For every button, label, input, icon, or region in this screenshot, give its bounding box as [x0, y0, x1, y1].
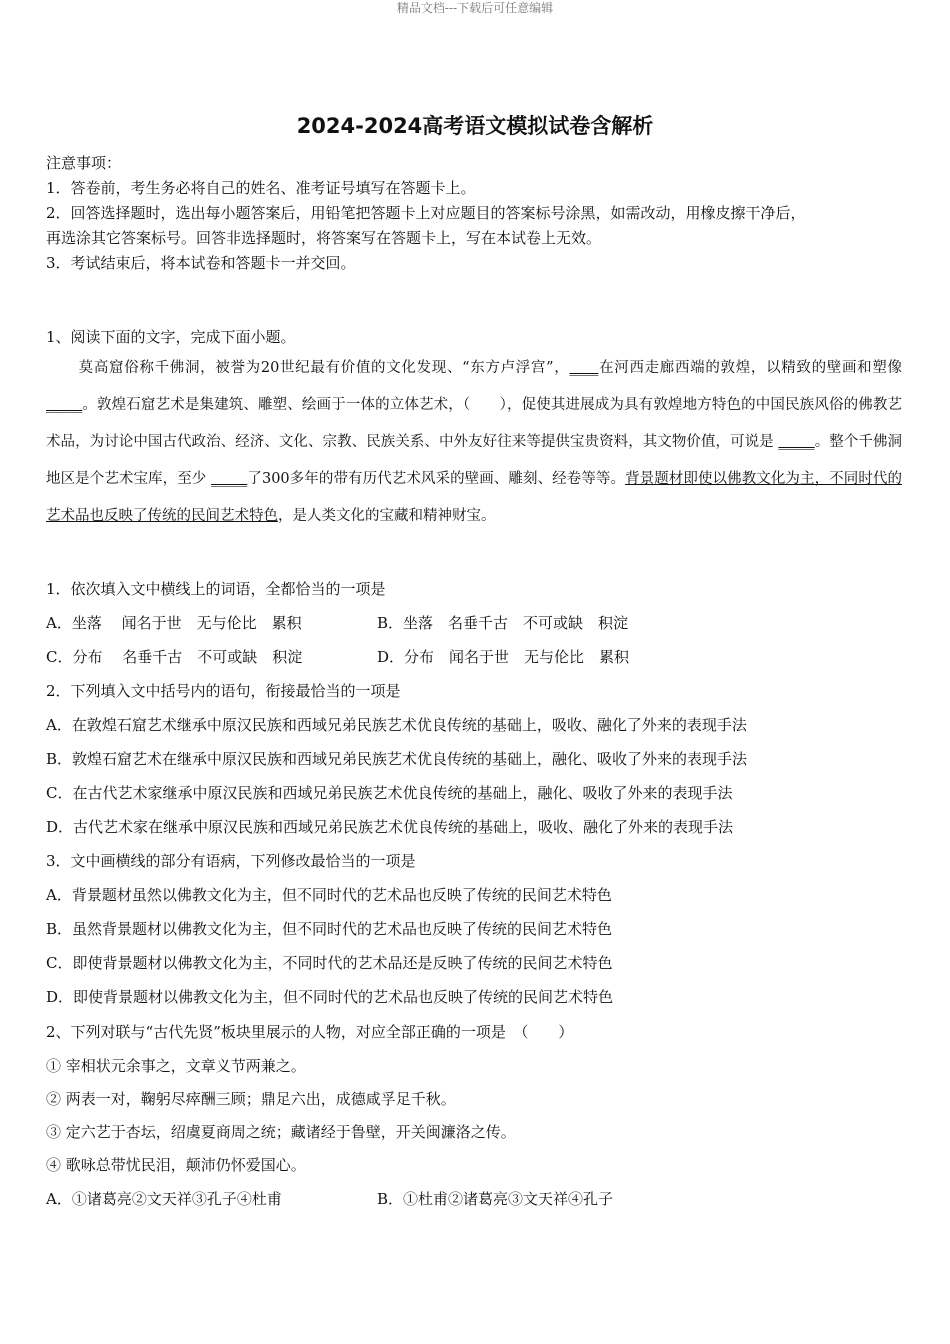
underlined-sentence: 背景题材即使以佛教文化为主，不同时代的艺术品也反映了传统的民间艺术特色 [46, 471, 902, 524]
sub2-option-c[interactable]: C．在古代艺术家继承中原汉民族和西域兄弟民族艺术优良传统的基础上，融化、吸收了外来的表现手法 [46, 784, 733, 802]
sub1-option-d[interactable]: D．分布 闻名于世 无与伦比 累积 [377, 648, 630, 666]
q2-option-b[interactable]: B．①杜甫②诸葛亮③文天祥④孔子 [377, 1190, 614, 1208]
blank-1: ____ [569, 360, 599, 376]
q2-stem: 2、下列对联与“古代先贤”板块里展示的人物，对应全部正确的一项是 （ ） [46, 1023, 574, 1041]
notice-item-1: 1．答卷前，考生务必将自己的姓名、准考证号填写在答题卡上。 [46, 179, 476, 197]
blank-4: _____ [211, 471, 248, 487]
sub2-stem: 2．下列填入文中括号内的语句，衔接最恰当的一项是 [46, 682, 401, 700]
sub1-option-c[interactable]: C．分布 名垂千古 不可或缺 积淀 [46, 648, 303, 666]
q2-options-row [46, 1188, 613, 1210]
notice-item-2-cont: 再选涂其它答案标号。回答非选择题时，将答案写在答题卡上，写在本试卷上无效。 [46, 229, 602, 247]
sub3-stem: 3．文中画横线的部分有语病，下列修改最恰当的一项是 [46, 852, 416, 870]
sub1-options-row-2 [46, 646, 629, 668]
sub1-option-a[interactable]: A．坐落 闻名于世 无与伦比 累积 [46, 614, 302, 632]
notice-item-2: 2．回答选择题时，选出每小题答案后，用铅笔把答题卡上对应题目的答案标号涂黑，如需改动，用橡皮擦干净后， [46, 204, 806, 222]
sub3-option-c[interactable]: C．即使背景题材以佛教文化为主，不同时代的艺术品还是反映了传统的民间艺术特色 [46, 954, 613, 972]
couplet-3: ③ 定六艺于杏坛，绍虞夏商周之统；藏诸经于鲁壁，开关闽濂洛之传。 [46, 1123, 516, 1141]
notice-item-3: 3．考试结束后，将本试卷和答题卡一并交回。 [46, 254, 356, 272]
sub2-option-d[interactable]: D．古代艺术家在继承中原汉民族和西域兄弟民族艺术优良传统的基础上，吸收、融化了外来的表现手法 [46, 818, 734, 836]
passage-text-4: 。整个千佛洞地区是个艺术宝库，至少 [46, 434, 903, 487]
reading-passage [46, 350, 902, 535]
sub3-option-d[interactable]: D．即使背景题材以佛教文化为主，但不同时代的艺术品也反映了传统的民间艺术特色 [46, 988, 614, 1006]
blank-3: _____ [778, 434, 815, 450]
page-title: 2024-2024高考语文模拟试卷含解析 [296, 114, 654, 138]
sub1-option-b[interactable]: B．坐落 名垂千古 不可或缺 积淀 [377, 614, 629, 632]
sub1-stem: 1．依次填入文中横线上的词语，全都恰当的一项是 [46, 580, 386, 598]
passage-text-5: 了300多年的带有历代艺术风采的壁画、雕刻、经卷等等。 [247, 471, 626, 487]
q2-option-a[interactable]: A．①诸葛亮②文天祥③孔子④杜甫 [46, 1190, 282, 1208]
passage-text-1: 莫高窟俗称千佛洞，被誉为20世纪最有价值的文化发现、“东方卢浮宫”， [78, 360, 570, 376]
passage-text-2: 在河西走廊西端的敦煌，以精致的壁画和塑像 [598, 360, 903, 376]
passage-text-3: 。敦煌石窟艺术是集建筑、雕塑、绘画于一体的立体艺术，（ ），促使其进展成为具有敦煌地方特色的中国民族风俗的佛教艺术品，为讨论中国古代政治、经济、文化、宗教、民族关系、中外友好往来等提供宝贵资料，其文物价值，可说是 [46, 397, 902, 450]
q1-prompt: 1、阅读下面的文字，完成下面小题。 [46, 328, 296, 346]
sub3-option-b[interactable]: B．虽然背景题材以佛教文化为主，但不同时代的艺术品也反映了传统的民间艺术特色 [46, 920, 613, 938]
header-note: 精品文档---下载后可任意编辑 [396, 1, 554, 15]
couplet-4: ④ 歌咏总带忧民泪，颠沛仍怀爱国心。 [46, 1156, 306, 1174]
sub2-option-b[interactable]: B．敦煌石窟艺术在继承中原汉民族和西域兄弟民族艺术优良传统的基础上，融化、吸收了外来的表现手法 [46, 750, 748, 768]
passage-text-6: ，是人类文化的宝藏和精神财宝。 [278, 508, 496, 524]
sub3-option-a[interactable]: A．背景题材虽然以佛教文化为主，但不同时代的艺术品也反映了传统的民间艺术特色 [46, 886, 612, 904]
sub2-option-a[interactable]: A．在敦煌石窟艺术继承中原汉民族和西域兄弟民族艺术优良传统的基础上，吸收、融化了外来的表现手法 [46, 716, 747, 734]
couplet-2: ② 两表一对，鞠躬尽瘁酬三顾；鼎足六出，成德咸孚足千秋。 [46, 1090, 456, 1108]
sub1-options-row-1 [46, 612, 628, 634]
notice-heading: 注意事项： [46, 154, 122, 172]
blank-2: _____ [46, 397, 83, 413]
couplet-1: ① 宰相状元余事之，文章义节两兼之。 [46, 1057, 306, 1075]
